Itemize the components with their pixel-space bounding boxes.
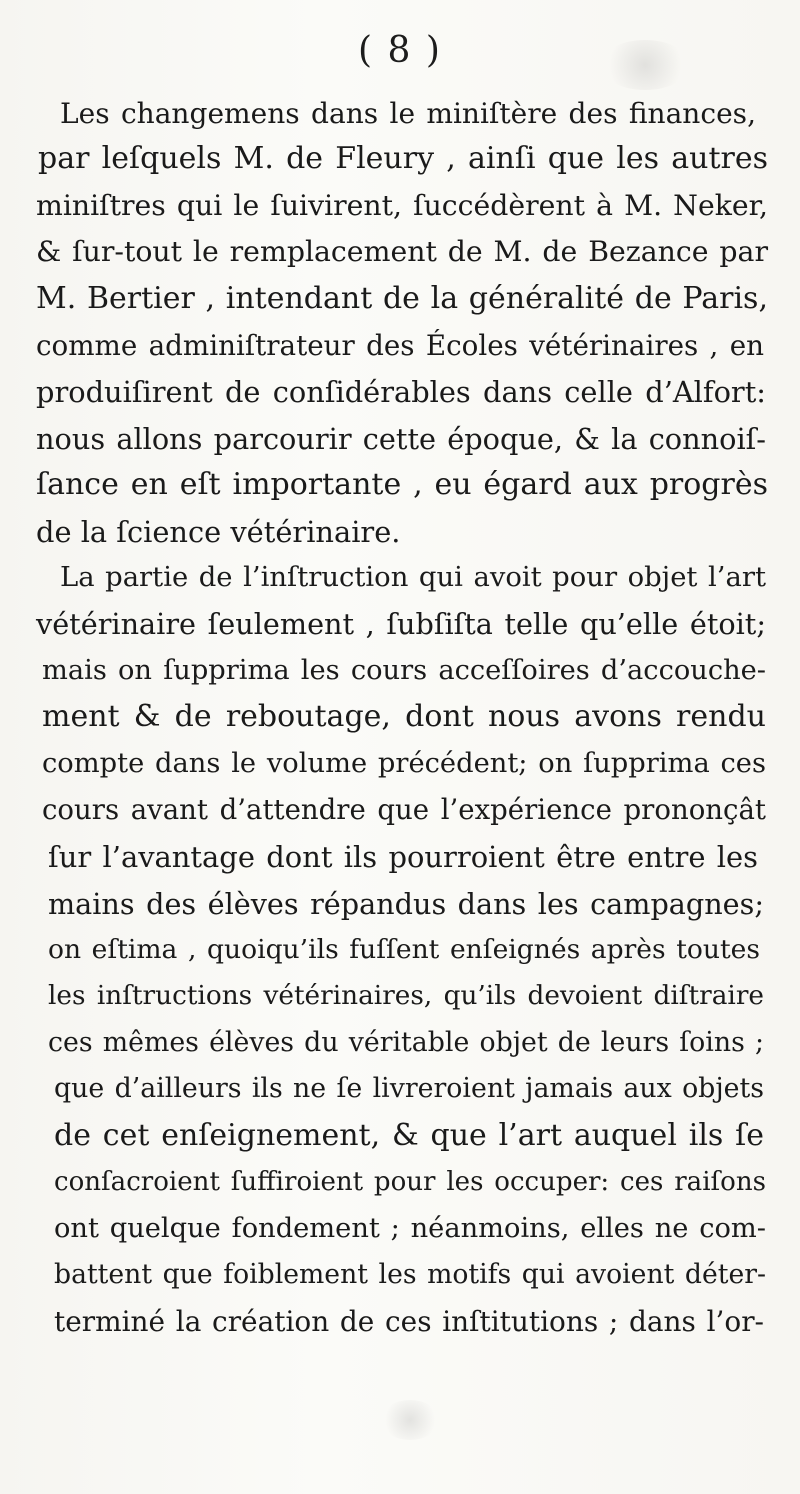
text-line: La partie de l’inſtruction qui avoit pour objet l’art: [60, 562, 766, 593]
text-line: terminé la création de ces inſtitutions ; dans l’or-: [54, 1305, 764, 1338]
text-line: battent que foiblement les motifs qui avoient déter-: [54, 1259, 766, 1290]
text-line: de cet enſeignement, & que l’art auquel ils ſe: [54, 1118, 764, 1153]
text-line: les inſtructions vétérinaires, qu’ils devoient diſtraire: [48, 981, 764, 1011]
text-line: mains des élèves répandus dans les campagnes;: [48, 887, 764, 921]
text-line: ſur l’avantage dont ils pourroient être entre les: [48, 840, 758, 874]
text-line: par leſquels M. de Fleury , ainſi que les autres: [38, 141, 768, 176]
text-line: ment & de reboutage, dont nous avons rendu: [42, 699, 766, 734]
text-line: vétérinaire ſeulement , ſubſiſta telle qu’elle étoit;: [36, 607, 766, 641]
text-line: miniſtres qui le ſuivirent, ſuccédèrent à M. Neker,: [36, 189, 768, 222]
text-line: compte dans le volume précédent; on ſupprima ces: [42, 748, 766, 779]
text-line: on eſtima , quoiqu’ils fuſſent enſeignés après toutes: [48, 934, 760, 965]
text-line: & ſur-tout le remplacement de M. de Bezance par: [36, 235, 768, 268]
text-line: produiſirent de conſidérables dans celle d’Alfort:: [36, 375, 766, 409]
text-line: Les changemens dans le miniſtère des finances,: [60, 97, 756, 130]
text-line: M. Bertier , intendant de la généralité de Paris,: [36, 281, 768, 316]
text-line: mais on ſupprima les cours acceſſoires d’accouche-: [42, 655, 766, 686]
text-line: ces mêmes élèves du véritable objet de leurs ſoins ;: [48, 1027, 764, 1058]
text-line: que d’ailleurs ils ne ſe livreroient jamais aux objets: [54, 1073, 764, 1104]
text-line: nous allons parcourir cette époque, & la connoiſ-: [36, 422, 766, 456]
page-number: ( 8 ): [358, 30, 442, 71]
text-line: conſacroient ſuffiroient pour les occuper: ces raiſons: [54, 1167, 766, 1197]
text-line: ont quelque fondement ; néanmoins, elles ne com-: [54, 1213, 766, 1244]
text-line: comme adminiſtrateur des Écoles vétérinaires , en: [36, 329, 764, 362]
text-line: ſance en eſt importante , eu égard aux progrès: [36, 467, 768, 502]
text-line: cours avant d’attendre que l’expérience prononçât: [42, 793, 766, 826]
text-line: de la ſcience vétérinaire.: [36, 515, 401, 549]
